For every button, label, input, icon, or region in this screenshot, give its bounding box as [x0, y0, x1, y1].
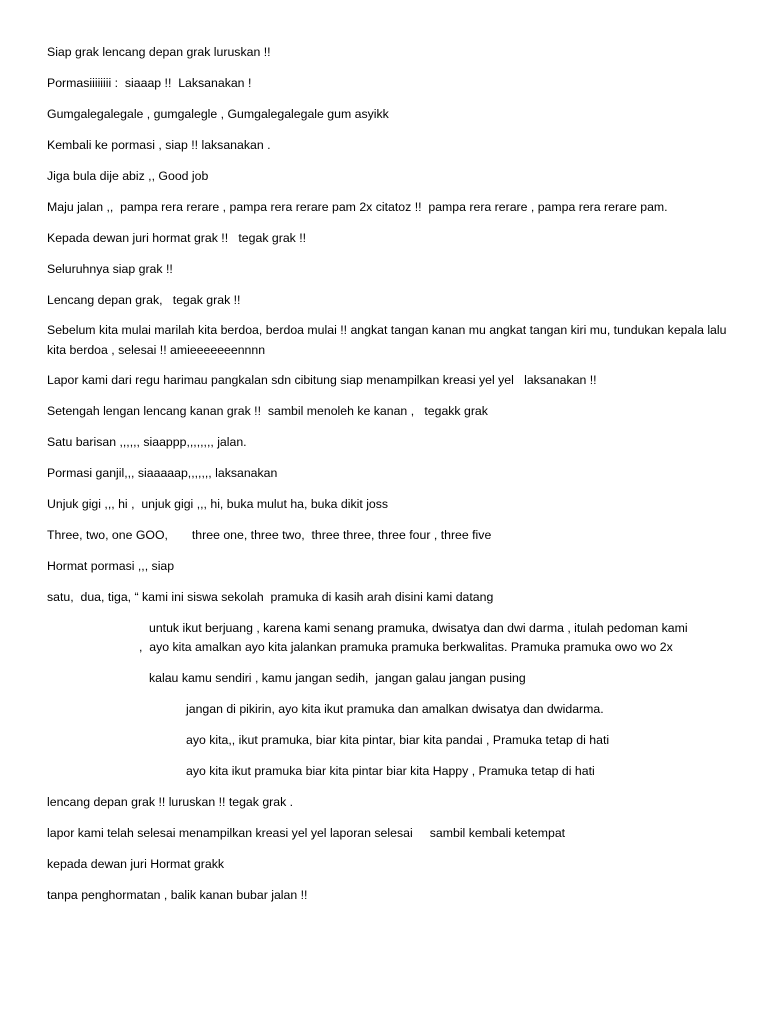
text-line: Maju jalan ,, pampa rera rerare , pampa rera rerare pam 2x citatoz !! pampa rera rerare , pampa rera rerare pam.: [47, 200, 668, 214]
text-line: lapor kami telah selesai menampilkan kreasi yel yel laporan selesai sambil kembali ketempat: [47, 826, 566, 840]
text-line: Unjuk gigi ,,, hi , unjuk gigi ,,, hi, buka mulut ha, buka dikit joss: [47, 497, 389, 511]
song-line: jangan di pikirin, ayo kita ikut pramuka dan amalkan dwisatya dan dwidarma.: [186, 702, 604, 716]
song-line: ayo kita ikut pramuka biar kita pintar biar kita Happy , Pramuka tetap di hati: [186, 764, 595, 778]
song-line: , ayo kita amalkan ayo kita jalankan pramuka pramuka berkwalitas. Pramuka pramuka owo wo 2x: [139, 640, 673, 654]
text-line: Lencang depan grak, tegak grak !!: [47, 293, 241, 307]
text-line: Jiga bula dije abiz ,, Good job: [47, 169, 209, 183]
text-line: Satu barisan ,,,,,, siaappp,,,,,,,, jalan.: [47, 435, 247, 449]
text-line: Kembali ke pormasi , siap !! laksanakan .: [47, 138, 271, 152]
text-line: Three, two, one GOO, three one, three two, three three, three four , three five: [47, 528, 492, 542]
text-line: Siap grak lencang depan grak luruskan !!: [47, 45, 271, 59]
text-paragraph: Sebelum kita mulai marilah kita berdoa, berdoa mulai !! angkat tangan kanan mu angkat tangan kiri mu, tundukan kepala lalu kita berdoa , selesai !! amieeeeeeennnn: [47, 323, 727, 357]
song-line: ayo kita,, ikut pramuka, biar kita pintar, biar kita pandai , Pramuka tetap di hati: [186, 733, 610, 747]
text-line: Lapor kami dari regu harimau pangkalan sdn cibitung siap menampilkan kreasi yel yel laksanakan !!: [47, 373, 597, 387]
text-line: Hormat pormasi ,,, siap: [47, 559, 175, 573]
text-line: tanpa penghormatan , balik kanan bubar jalan !!: [47, 888, 308, 902]
text-line: Pormasi ganjil,,, siaaaaap,,,,,,, laksanakan: [47, 466, 278, 480]
text-line: Pormasiiiiiiii : siaaap !! Laksanakan !: [47, 76, 252, 90]
song-line: kalau kamu sendiri , kamu jangan sedih, jangan galau jangan pusing: [149, 671, 526, 685]
text-line: satu, dua, tiga, “ kami ini siswa sekolah pramuka di kasih arah disini kami datang: [47, 590, 494, 604]
song-line: untuk ikut berjuang , karena kami senang pramuka, dwisatya dan dwi darma , itulah pedoman kami: [149, 621, 688, 635]
text-line: Setengah lengan lencang kanan grak !! sambil menoleh ke kanan , tegakk grak: [47, 404, 488, 418]
text-line: Gumgalegalegale , gumgalegle , Gumgalegalegale gum asyikk: [47, 107, 389, 121]
text-line: Seluruhnya siap grak !!: [47, 262, 173, 276]
text-line: Kepada dewan juri hormat grak !! tegak grak !!: [47, 231, 307, 245]
text-line: kepada dewan juri Hormat grakk: [47, 857, 225, 871]
text-line: lencang depan grak !! luruskan !! tegak grak .: [47, 795, 294, 809]
